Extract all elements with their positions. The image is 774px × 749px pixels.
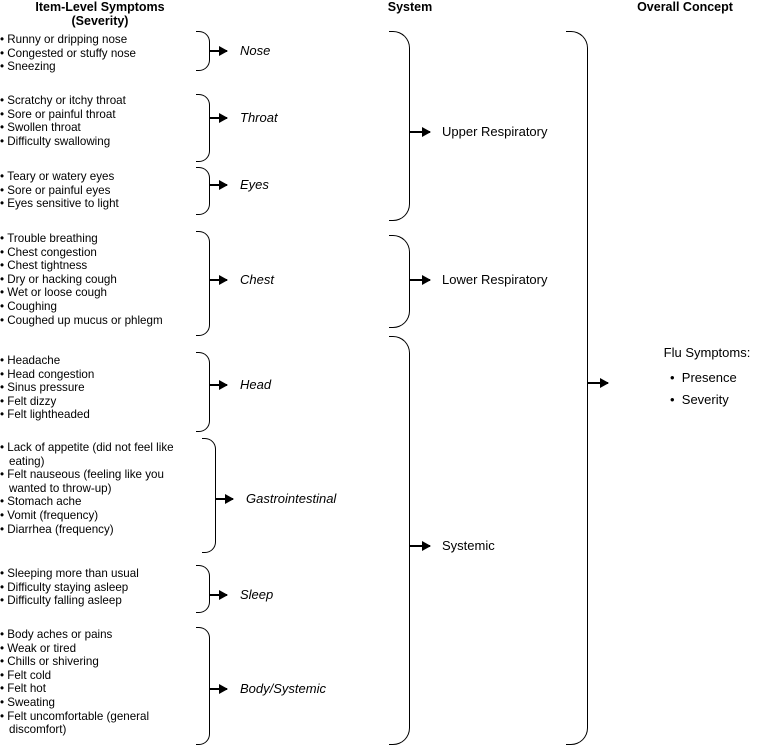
symptom-list xyxy=(0,232,200,327)
group-label-head: Head xyxy=(240,377,272,392)
list-item: • Difficulty swallowing xyxy=(0,135,200,149)
list-item: • Difficulty falling asleep xyxy=(0,594,200,608)
symptom-group-gastrointestinal xyxy=(0,441,198,536)
group-label-chest: Chest xyxy=(240,272,274,287)
list-item: • Chest tightness xyxy=(0,259,200,273)
list-item: • Wet or loose cough xyxy=(0,286,200,300)
list-item: • Chest congestion xyxy=(0,246,200,260)
list-item: • Presence xyxy=(670,367,774,389)
symptom-group-chest xyxy=(0,232,200,327)
list-item: • Sleeping more than usual xyxy=(0,567,200,581)
list-item: • Felt lightheaded xyxy=(0,408,200,422)
list-item: • Lack of appetite (did not feel like eating) xyxy=(0,441,198,468)
symptom-group-throat xyxy=(0,94,200,148)
bracket-overall-concept xyxy=(566,31,588,745)
list-item: • Coughed up mucus or phlegm xyxy=(0,314,200,328)
arrow-throat xyxy=(210,117,227,119)
overall-concept-block xyxy=(640,345,774,411)
symptom-list xyxy=(0,170,200,211)
system-label-upper-respiratory: Upper Respiratory xyxy=(442,124,548,139)
system-label-lower-respiratory: Lower Respiratory xyxy=(442,272,548,287)
symptom-list xyxy=(0,33,200,74)
list-item: • Sinus pressure xyxy=(0,381,200,395)
list-item: • Coughing xyxy=(0,300,200,314)
symptom-list xyxy=(0,567,200,608)
list-item: • Stomach ache xyxy=(0,495,198,509)
list-item: • Felt nauseous (feeling like you wanted to throw-up) xyxy=(0,468,198,495)
list-item: • Vomit (frequency) xyxy=(0,509,198,523)
symptom-group-eyes xyxy=(0,170,200,211)
list-item: • Headache xyxy=(0,354,200,368)
list-item: • Body aches or pains xyxy=(0,628,190,642)
column-header-system: System xyxy=(387,0,433,14)
arrow-head xyxy=(210,384,227,386)
list-item: • Sore or painful eyes xyxy=(0,184,200,198)
group-label-sleep: Sleep xyxy=(240,587,274,602)
arrow-gastrointestinal xyxy=(216,498,233,500)
list-item: • Trouble breathing xyxy=(0,232,200,246)
arrow-sleep xyxy=(210,594,227,596)
overall-concept-list xyxy=(640,367,774,411)
list-item: • Difficulty staying asleep xyxy=(0,581,200,595)
list-item: • Eyes sensitive to light xyxy=(0,197,200,211)
bracket-body-systemic xyxy=(196,627,210,745)
list-item: • Sore or painful throat xyxy=(0,108,200,122)
bracket-gastrointestinal xyxy=(202,438,216,553)
list-item: • Congested or stuffy nose xyxy=(0,47,200,61)
bracket-upper-respiratory xyxy=(389,31,410,221)
arrow-upper-respiratory xyxy=(410,131,430,133)
column-header-overall-concept: Overall Concept xyxy=(637,0,733,14)
symptom-group-nose xyxy=(0,33,200,74)
list-item: • Runny or dripping nose xyxy=(0,33,200,47)
arrow-nose xyxy=(210,50,227,52)
list-item: • Diarrhea (frequency) xyxy=(0,523,198,537)
list-item: • Felt uncomfortable (general discomfort) xyxy=(0,710,190,737)
column-header-item-level-symptoms: Item-Level Symptoms (Severity) xyxy=(35,0,165,28)
symptom-group-body-systemic xyxy=(0,628,190,737)
list-item: • Weak or tired xyxy=(0,642,190,656)
symptom-group-head xyxy=(0,354,200,422)
symptom-group-sleep xyxy=(0,567,200,608)
group-label-throat: Throat xyxy=(240,110,278,125)
list-item: • Severity xyxy=(670,389,774,411)
bracket-lower-respiratory xyxy=(389,235,410,328)
arrow-body-systemic xyxy=(210,688,227,690)
overall-concept-title: Flu Symptoms: xyxy=(663,345,751,360)
symptom-list xyxy=(0,628,190,737)
arrow-chest xyxy=(210,279,227,281)
group-label-nose: Nose xyxy=(240,43,271,58)
symptom-list xyxy=(0,354,200,422)
symptom-list xyxy=(0,441,198,536)
group-label-body-systemic: Body/Systemic xyxy=(240,681,326,696)
symptom-list xyxy=(0,94,200,148)
list-item: • Scratchy or itchy throat xyxy=(0,94,200,108)
list-item: • Sneezing xyxy=(0,60,200,74)
group-label-eyes: Eyes xyxy=(240,177,269,192)
list-item: • Sweating xyxy=(0,696,190,710)
arrow-overall-concept xyxy=(588,382,608,384)
arrow-systemic xyxy=(410,545,430,547)
list-item: • Felt cold xyxy=(0,669,190,683)
system-label-systemic: Systemic xyxy=(442,538,495,553)
group-label-gastrointestinal: Gastrointestinal xyxy=(246,491,337,506)
list-item: • Swollen throat xyxy=(0,121,200,135)
bracket-systemic xyxy=(389,336,410,745)
list-item: • Head congestion xyxy=(0,368,200,382)
list-item: • Dry or hacking cough xyxy=(0,273,200,287)
list-item: • Felt hot xyxy=(0,682,190,696)
list-item: • Teary or watery eyes xyxy=(0,170,200,184)
arrow-lower-respiratory xyxy=(410,279,430,281)
arrow-eyes xyxy=(210,184,227,186)
list-item: • Felt dizzy xyxy=(0,395,200,409)
list-item: • Chills or shivering xyxy=(0,655,190,669)
